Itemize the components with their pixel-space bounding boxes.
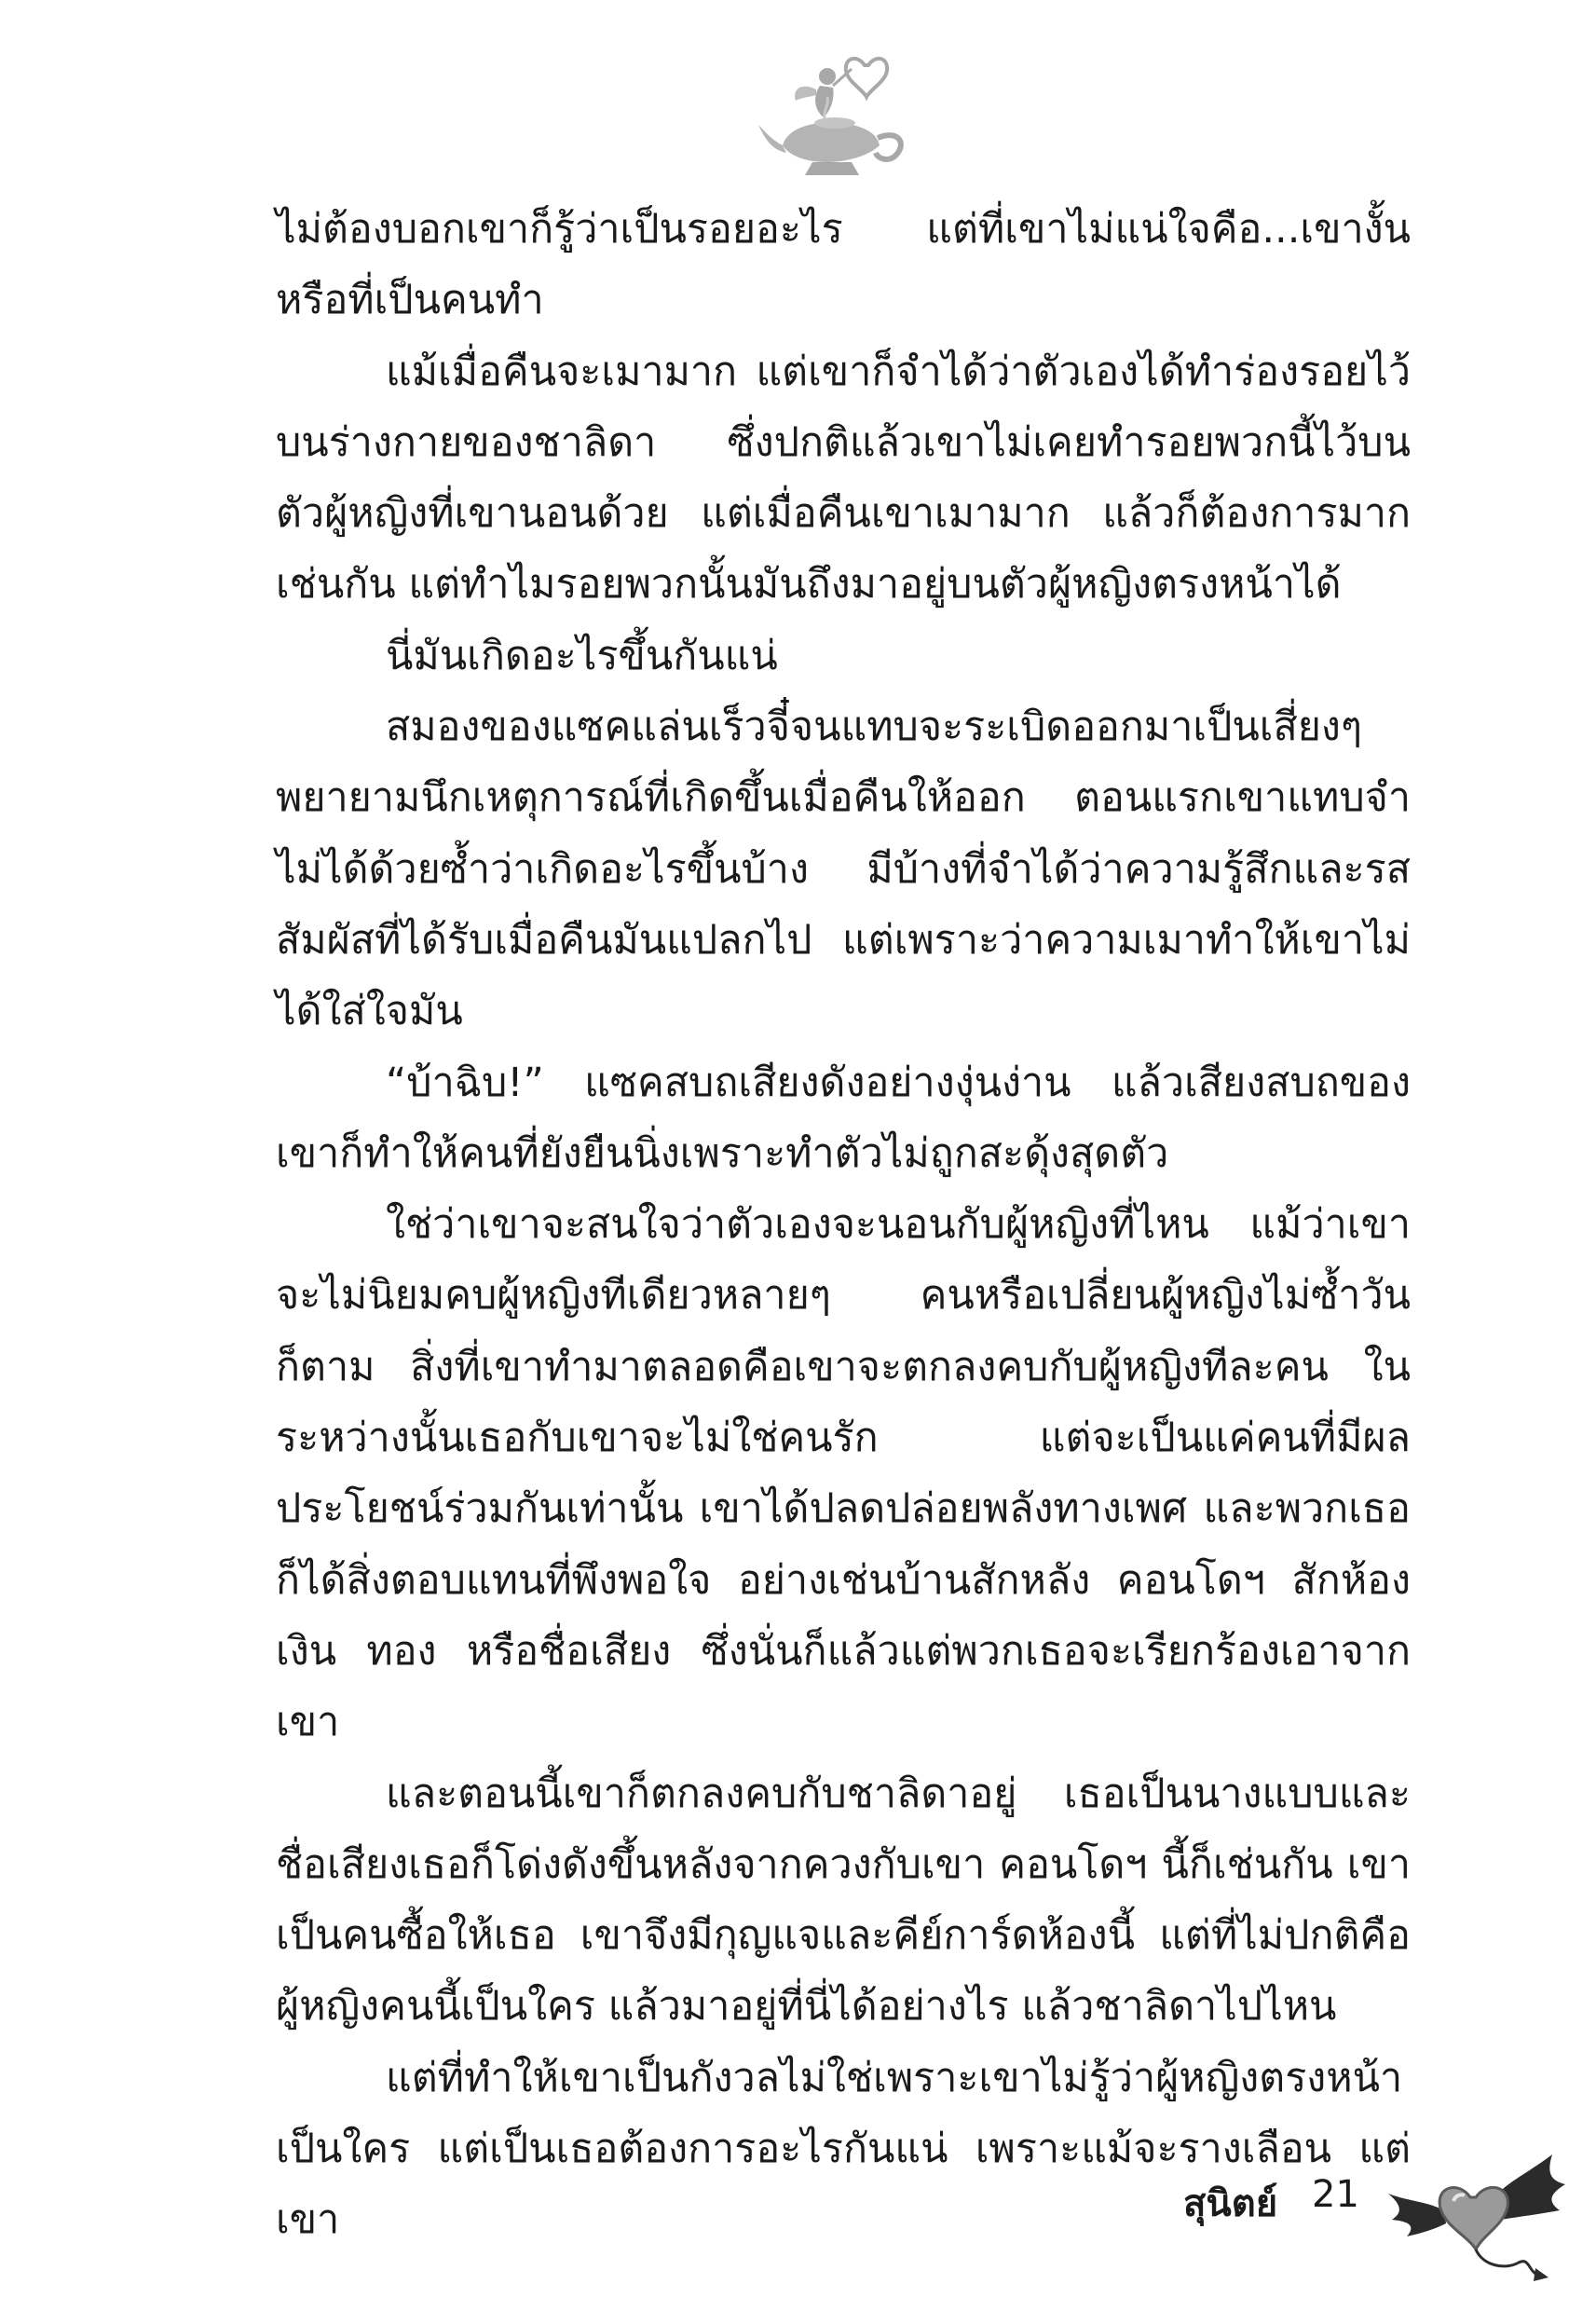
page-number: 21 (1312, 2173, 1359, 2216)
paragraph: และตอนนี้เขาก็ตกลงคบกับชาลิดาอยู่ เธอเป็นนางแบบและชื่อเสียงเธอก็โด่งดังขึ้นหลังจากควงกับเขา คอนโดฯ นี้ก็เช่นกัน เขาเป็นคนซื้อให้เธอ เขาจึงมีกุญแจและคีย์การ์ดห้องนี้ แต่ที่ไม่ปกติคือผู้หญิงคนนี้เป็นใคร แล้วมาอยู่ที่นี่ได้อย่างไร แล้วชาลิดาไปไหน (276, 1770, 1411, 2031)
body-text (276, 194, 1411, 2256)
paragraph: นี่มันเกิดอะไรขึ้นกันแน่ (386, 632, 778, 679)
paragraph: สมองของแซคแล่นเร็วจี๋จนแทบจะระเบิดออกมาเป็นเสี่ยงๆ พยายามนึกเหตุการณ์ที่เกิดขึ้นเมื่อคืนให้ออก ตอนแรกเขาแทบจำไม่ได้ด้วยซ้ำว่าเกิดอะไรขึ้นบ้าง มีบ้างที่จำได้ว่าความรู้สึกและรสสัมผัสที่ได้รับเมื่อคืนมันแปลกไป แต่เพราะว่าความเมาทำให้เขาไม่ได้ใส่ใจมัน (276, 704, 1411, 1035)
paragraph: แต่ที่ทำให้เขาเป็นกังวลไม่ใช่เพราะเขาไม่รู้ว่าผู้หญิงตรงหน้าเป็นใคร แต่เป็นเธอต้องการอะไรกันแน่ เพราะแม้จะรางเลือน แต่เขา (276, 2054, 1411, 2244)
paragraph: “บ้าฉิบ!” แซคสบถเสียงดังอย่างงุ่นง่าน แล้วเสียงสบถของเขาก็ทำให้คนที่ยังยืนนิ่งเพราะทำตัวไม่ถูกสะดุ้งสุดตัว (276, 1059, 1411, 1177)
page-footer (1183, 2136, 1575, 2285)
winged-heart-devil-icon (1379, 2136, 1575, 2285)
paragraph: ใช่ว่าเขาจะสนใจว่าตัวเองจะนอนกับผู้หญิงที่ไหน แม้ว่าเขาจะไม่นิยมคบผู้หญิงทีเดียวหลายๆ คนหรือเปลี่ยนผู้หญิงไม่ซ้ำวันก็ตาม สิ่งที่เขาทำมาตลอดคือเขาจะตกลงคบกับผู้หญิงทีละคน ในระหว่างนั้นเธอกับเขาจะไม่ใช่คนรัก แต่จะเป็นแค่คนที่มีผลประโยชน์ร่วมกันเท่านั้น เขาได้ปลดปล่อยพลังทางเพศ และพวกเธอก็ได้สิ่งตอบแทนที่พึงพอใจ อย่างเช่นบ้านสักหลัง คอนโดฯ สักห้อง เงิน ทอง หรือชื่อเสียง ซึ่งนั่นก็แล้วแต่พวกเธอจะเรียกร้องเอาจากเขา (276, 1201, 1411, 1746)
paragraph: ไม่ต้องบอกเขาก็รู้ว่าเป็นรอยอะไร แต่ที่เขาไม่แน่ใจคือ...เขางั้นหรือที่เป็นคนทำ (276, 206, 1411, 324)
genie-lamp-with-cupid-icon (755, 48, 913, 188)
paragraph: แม้เมื่อคืนจะเมามาก แต่เขาก็จำได้ว่าตัวเองได้ทำร่องรอยไว้บนร่างกายของชาลิดา ซึ่งปกติแล้วเขาไม่เคยทำรอยพวกนี้ไว้บนตัวผู้หญิงที่เขานอนด้วย แต่เมื่อคืนเขาเมามาก แล้วก็ต้องการมากเช่นกัน แต่ทำไมรอยพวกนั้นมันถึงมาอยู่บนตัวผู้หญิงตรงหน้าได้ (276, 348, 1411, 609)
footer-author: สุนิตย์ (1183, 2182, 1278, 2225)
